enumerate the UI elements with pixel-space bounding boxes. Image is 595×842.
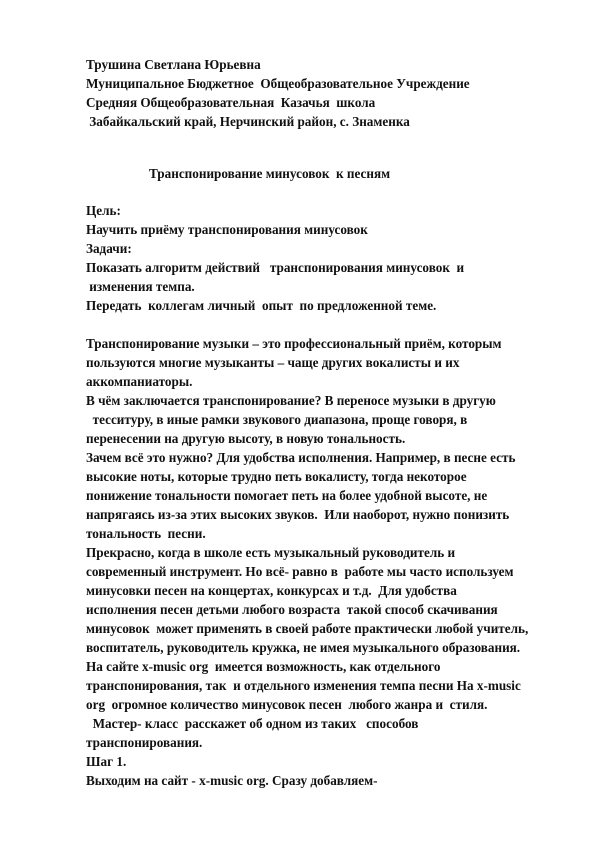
body-line: напрягаясь из-за этих высоких звуков. Или наоборот, нужно понизить — [86, 507, 510, 522]
body-line: транспонирования. — [86, 735, 203, 750]
body-line: высокие ноты, которые трудно петь вокалисту, тогда некоторое — [86, 469, 467, 484]
body-line: В чём заключается транспонирование? В переносе музыки в другую — [86, 393, 496, 408]
body-line: исполнения песен детьми любого возраста такой способ скачивания — [86, 602, 498, 617]
body-line: Транспонирование музыки – это профессиональный приём, которым — [86, 336, 502, 351]
body-line: понижение тональности помогает петь на более удобной высоте, не — [86, 488, 488, 503]
body-line: Прекрасно, когда в школе есть музыкальный руководитель и — [86, 545, 456, 560]
task-line: изменения темпа. — [86, 279, 195, 294]
body-line: org огромное количество минусовок песен любого жанра и стиля. — [86, 697, 488, 712]
body-line: Мастер- класс расскажет об одном из таких способов — [86, 716, 419, 731]
task-line: Показать алгоритм действий транспонирования минусовок и — [86, 260, 465, 275]
tasks-heading: Задачи: — [86, 241, 132, 256]
document-title: Транспонирование минусовок к песням — [149, 166, 391, 181]
task-line: Передать коллегам личный опыт по предложенной теме. — [86, 298, 437, 313]
body-line: современный инструмент. Но всё- равно в работе мы часто используем — [86, 564, 514, 579]
body-line: На сайте x-music org имеется возможность, как отдельного — [86, 659, 441, 674]
body-line: Выходим на сайт - x-music org. Сразу добавляем- — [86, 773, 378, 788]
school-name: Средняя Общеобразовательная Казачья школа — [86, 95, 376, 110]
goal-text: Научить приёму транспонирования минусовок — [86, 222, 368, 237]
body-line: перенесении на другую высоту, в новую тональность. — [86, 431, 406, 446]
body-line: Зачем всё это нужно? Для удобства исполнения. Например, в песне есть — [86, 450, 516, 465]
body-line: пользуются многие музыканты – чаще других вокалисты и их — [86, 355, 460, 370]
body-line: минусовок может применять в своей работе практически любой учитель, — [86, 621, 529, 636]
body-line: транспонирования, так и отдельного изменения темпа песни На x-music — [86, 678, 521, 693]
step-heading: Шаг 1. — [86, 754, 127, 769]
body-line: воспитатель, руководитель кружка, не имея музыкального образования. — [86, 640, 521, 655]
body-line: тональность песни. — [86, 526, 206, 541]
body-line: тесситуру, в иные рамки звукового диапазона, проще говоря, в — [86, 412, 468, 427]
location-line: Забайкальский край, Нерчинский район, с. Знаменка — [86, 114, 410, 129]
body-line: аккомпаниаторы. — [86, 374, 193, 389]
body-line: минусовки песен на концертах, конкурсах и т.д. Для удобства — [86, 583, 457, 598]
author-name: Трушина Светлана Юрьевна — [86, 57, 261, 72]
institution-name: Муниципальное Бюджетное Общеобразовательное Учреждение — [86, 76, 470, 91]
goal-heading: Цель: — [86, 203, 121, 218]
